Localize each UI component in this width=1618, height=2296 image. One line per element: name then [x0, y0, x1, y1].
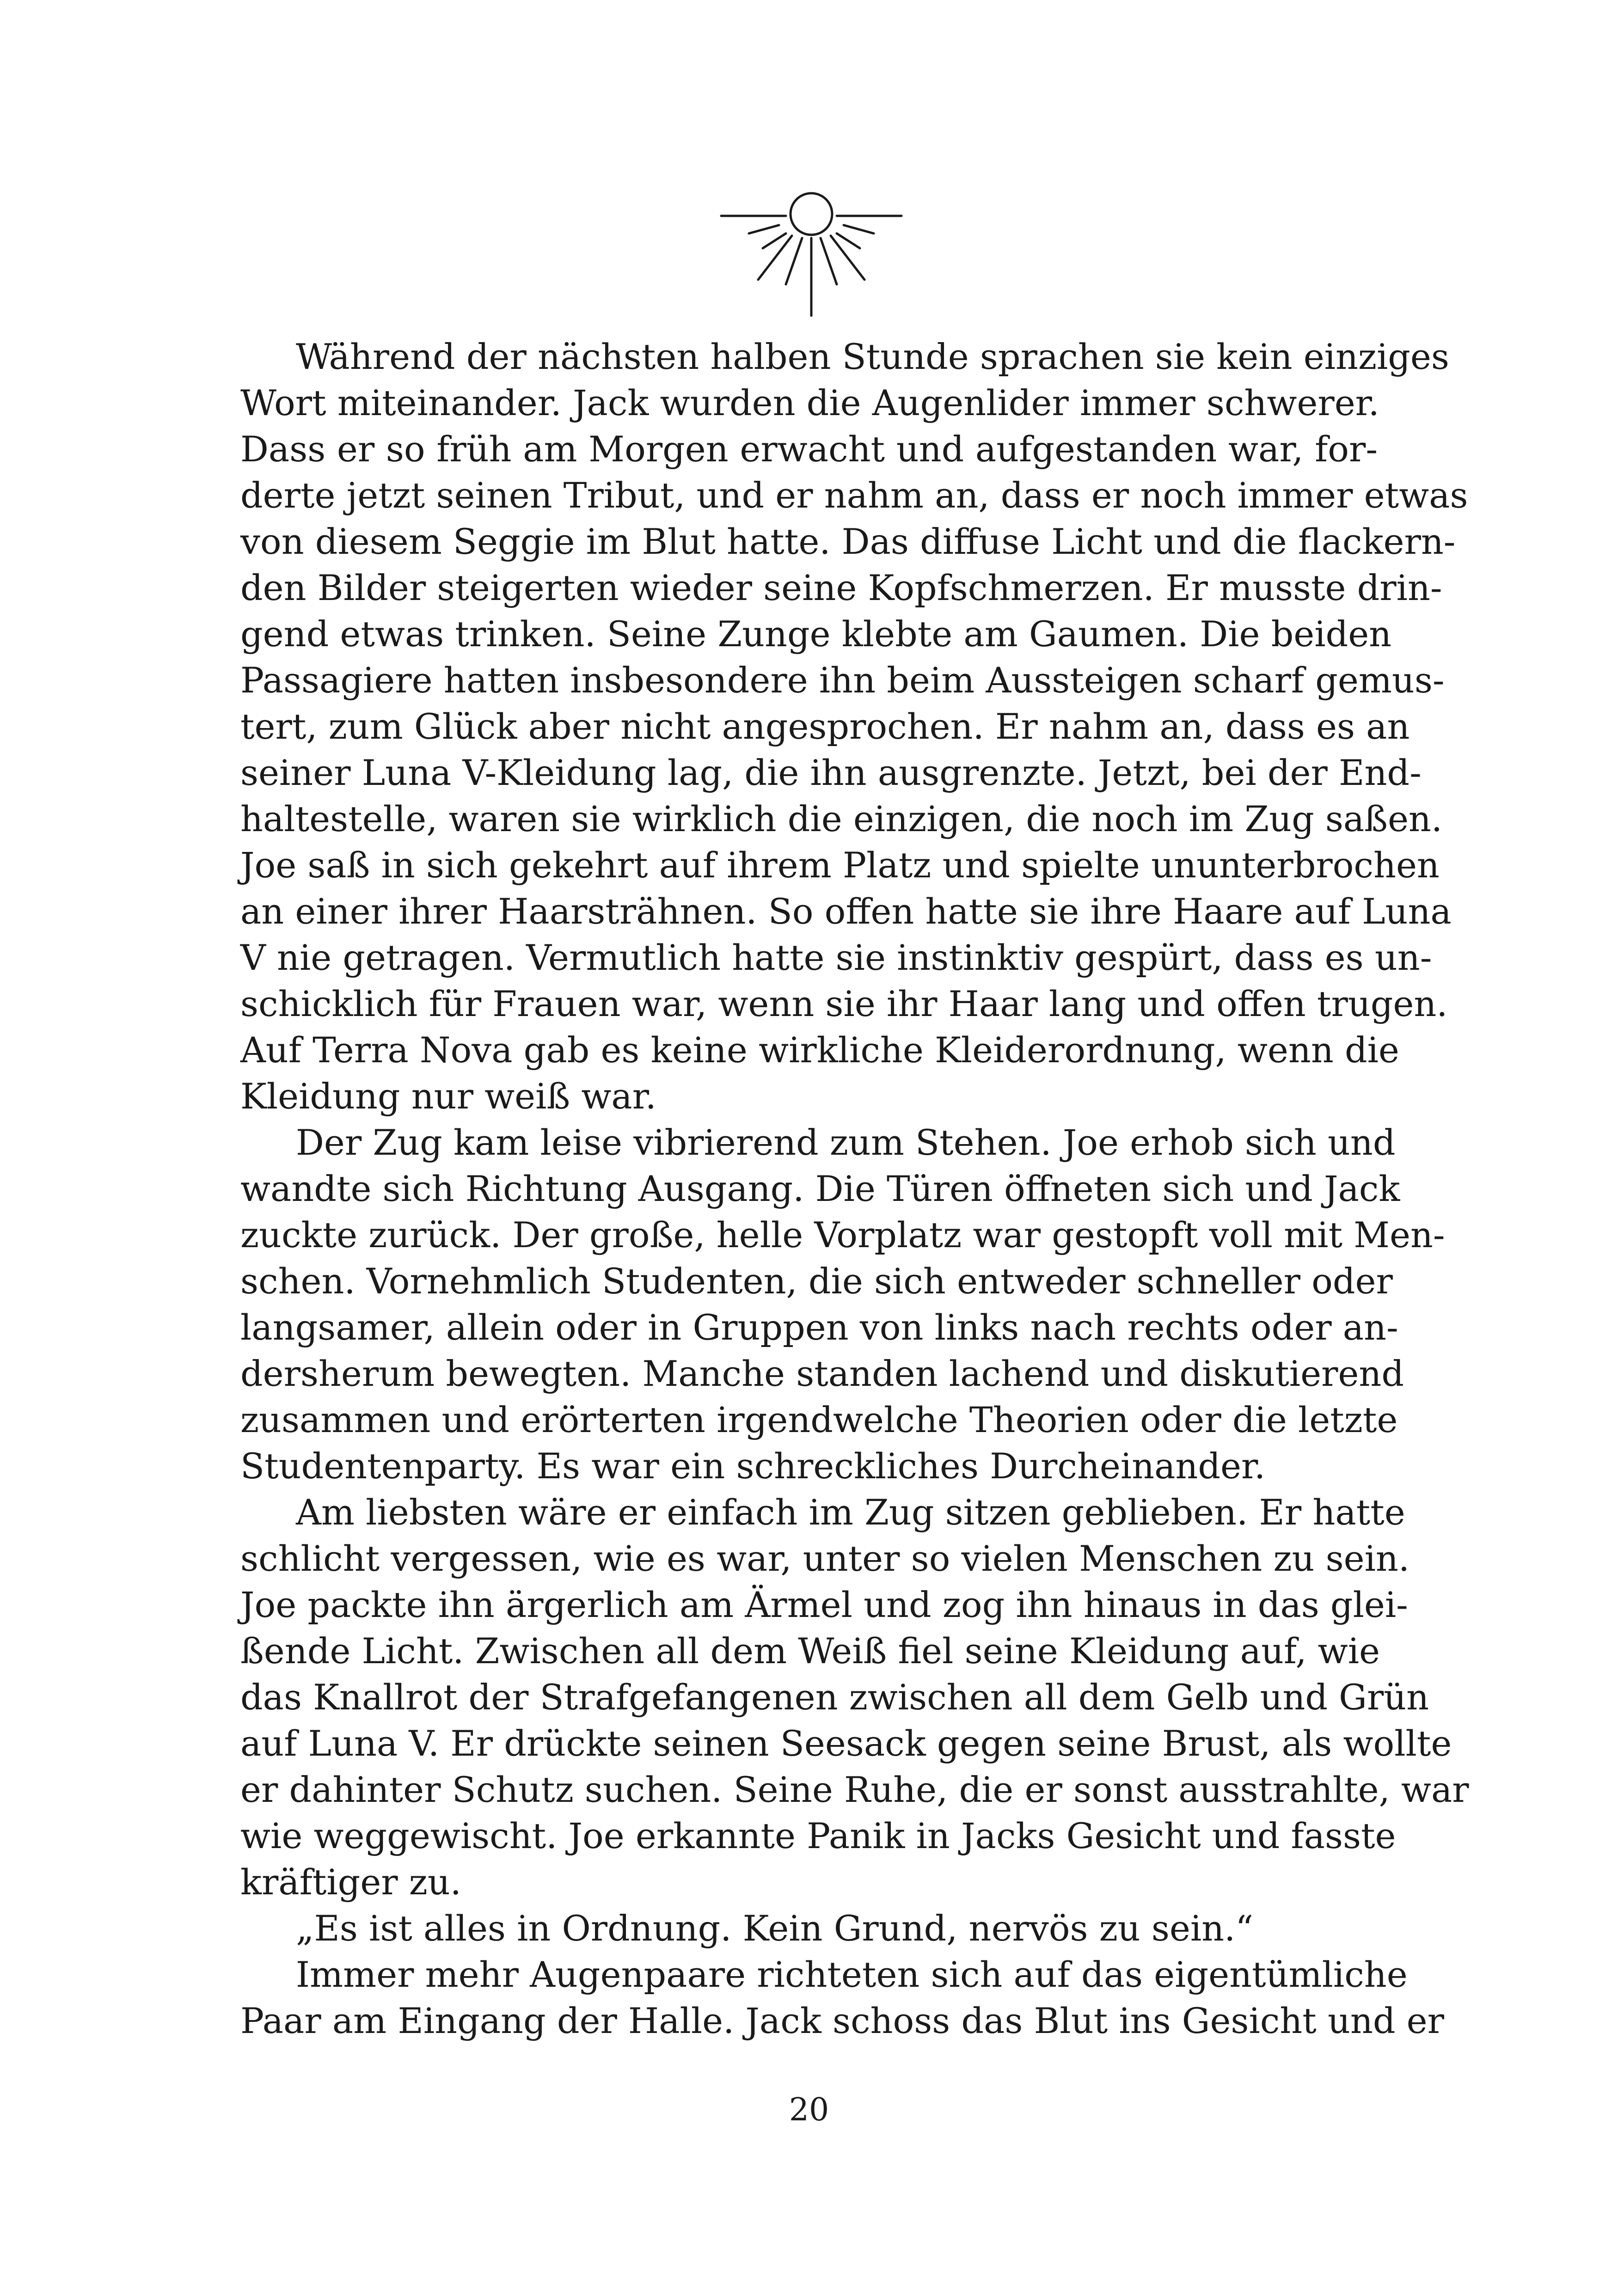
text-line: zuckte zurück. Der große, helle Vorplatz war gestopft voll mit Men-: [240, 1214, 1445, 1255]
text-line: wandte sich Richtung Ausgang. Die Türen öffneten sich und Jack: [240, 1168, 1400, 1209]
text-line: Während der nächsten halben Stunde sprachen sie kein einziges: [296, 336, 1449, 377]
text-line: schlicht vergessen, wie es war, unter so vielen Menschen zu sein.: [240, 1538, 1410, 1579]
text-line: Wort miteinander. Jack wurden die Augenlider immer schwerer.: [240, 382, 1379, 423]
text-line: auf Luna V. Er drückte seinen Seesack gegen seine Brust, als wollte: [240, 1723, 1452, 1764]
body-text: [240, 334, 1469, 2044]
text-line: Dass er so früh am Morgen erwacht und aufgestanden war, for-: [240, 429, 1378, 470]
text-line: Auf Terra Nova gab es keine wirkliche Kleiderordnung, wenn die: [240, 1029, 1399, 1071]
text-line: von diesem Seggie im Blut hatte. Das diffuse Licht und die flackern-: [240, 521, 1456, 562]
text-line: Der Zug kam leise vibrierend zum Stehen. Joe erhob sich und: [296, 1122, 1396, 1163]
text-line: schen. Vornehmlich Studenten, die sich entweder schneller oder: [240, 1261, 1393, 1302]
paragraph-2: [240, 1120, 1445, 1489]
text-line: schicklich für Frauen war, wenn sie ihr Haar lang und offen trugen.: [240, 983, 1448, 1024]
text-line: haltestelle, waren sie wirklich die einzigen, die noch im Zug saßen.: [240, 798, 1443, 839]
paragraph-1: [240, 334, 1468, 1120]
text-line: an einer ihrer Haarsträhnen. So offen hatte sie ihre Haare auf Luna: [240, 891, 1452, 932]
text-line: ßende Licht. Zwischen all dem Weiß fiel seine Kleidung auf, wie: [240, 1630, 1380, 1671]
text-line: Joe packte ihn ärgerlich am Ärmel und zog ihn hinaus in das glei-: [240, 1584, 1408, 1625]
text-line: er dahinter Schutz suchen. Seine Ruhe, die er sonst ausstrahlte, war: [240, 1769, 1469, 1810]
text-line: seiner Luna V-Kleidung lag, die ihn ausgrenzte. Jetzt, bei der End-: [240, 752, 1422, 793]
text-line: das Knallrot der Strafgefangenen zwischen all dem Gelb und Grün: [240, 1677, 1429, 1718]
page-number: 20: [789, 2092, 829, 2128]
text-line: dersherum bewegten. Manche standen lachend und diskutierend: [240, 1353, 1404, 1394]
text-line: Kleidung nur weiß war.: [240, 1076, 656, 1117]
text-line: Studentenparty. Es war ein schreckliches Durcheinander.: [240, 1445, 1266, 1487]
text-line: Joe saß in sich gekehrt auf ihrem Platz und spielte ununterbrochen: [240, 845, 1440, 886]
paragraph-5: [240, 1952, 1444, 2044]
sun-ornament-icon: [714, 192, 908, 317]
text-line: den Bilder steigerten wieder seine Kopfschmerzen. Er musste drin-: [240, 567, 1442, 608]
text-line: Am liebsten wäre er einfach im Zug sitzen geblieben. Er hatte: [296, 1492, 1405, 1533]
text-line: Immer mehr Augenpaare richteten sich auf das eigentümliche: [296, 1954, 1408, 1995]
dialogue-line: „Es ist alles in Ordnung. Kein Grund, nervös zu sein.“: [296, 1908, 1254, 1949]
text-line: zusammen und erörterten irgendwelche Theorien oder die letzte: [240, 1399, 1398, 1440]
text-line: kräftiger zu.: [240, 1861, 461, 1903]
text-line: gend etwas trinken. Seine Zunge klebte am Gaumen. Die beiden: [240, 613, 1392, 655]
paragraph-4: [240, 1905, 1378, 1952]
text-line: Paar am Eingang der Halle. Jack schoss das Blut ins Gesicht und er: [240, 2000, 1444, 2041]
text-line: V nie getragen. Vermutlich hatte sie instinktiv gespürt, dass es un-: [240, 937, 1432, 978]
text-line: langsamer, allein oder in Gruppen von links nach rechts oder an-: [240, 1307, 1398, 1348]
text-line: Passagiere hatten insbesondere ihn beim Aussteigen scharf gemus-: [240, 660, 1445, 701]
text-line: wie weggewischt. Joe erkannte Panik in Jacks Gesicht und fasste: [240, 1815, 1396, 1856]
paragraph-3: [240, 1489, 1469, 1905]
text-line: tert, zum Glück aber nicht angesprochen. Er nahm an, dass es an: [240, 706, 1410, 747]
text-line: derte jetzt seinen Tribut, und er nahm an, dass er noch immer etwas: [240, 475, 1468, 516]
